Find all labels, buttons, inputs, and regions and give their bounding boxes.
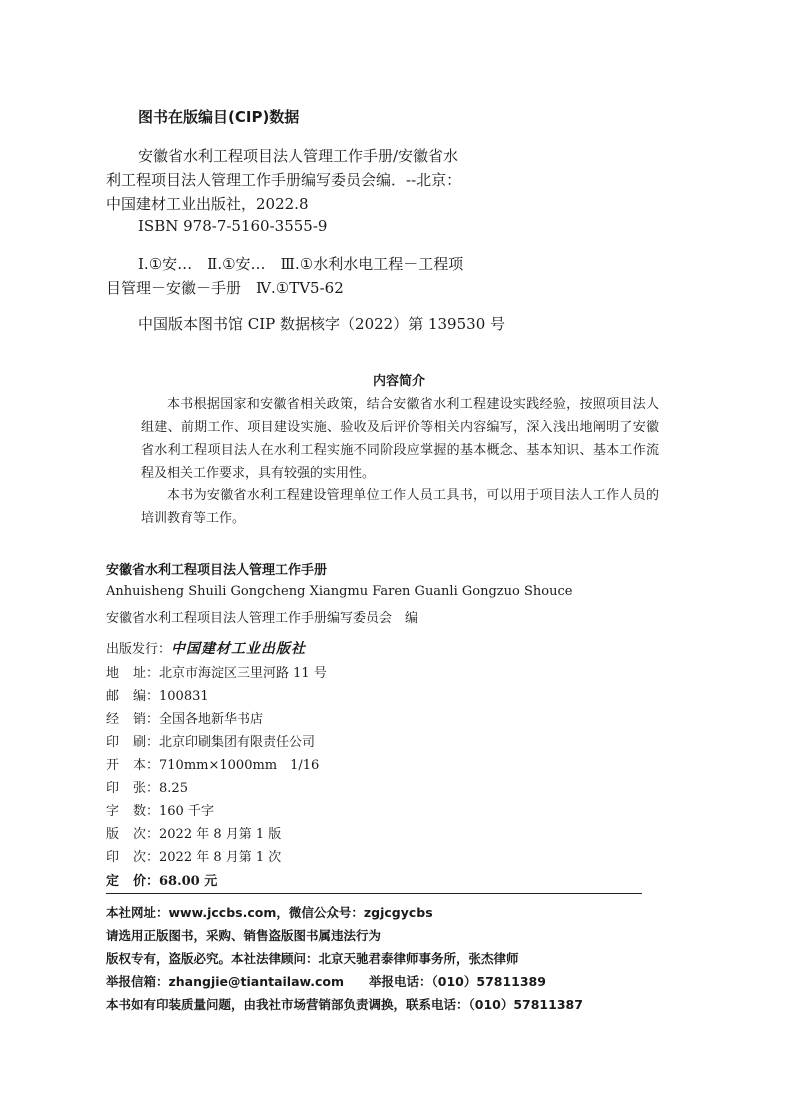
pub-separator: ：	[146, 804, 160, 819]
pub-row-printer	[106, 731, 315, 750]
pub-separator: ：	[146, 735, 160, 750]
footer-copyright: 版权专有，盗版必究。本社法律顾问：北京天驰君泰律师事务所，张杰律师	[106, 951, 519, 966]
cip-line: 利工程项目法人管理工作手册编写委员会编．--北京：	[106, 171, 462, 189]
summary-paragraph: 本书为安徽省水利工程建设管理单位工作人员工具书，可以用于项目法人工作人员的培训教育等工作。	[141, 488, 659, 526]
pub-label: 定价	[106, 874, 146, 889]
pub-row-address	[106, 662, 327, 681]
pub-label: 邮编	[106, 689, 146, 704]
pub-value: 北京印刷集团有限责任公司	[159, 735, 316, 750]
cip-record-number: 中国版本图书馆 CIP 数据核字（2022）第 139530 号	[138, 315, 506, 333]
pub-separator: ：	[146, 781, 160, 796]
cip-isbn: ISBN 978-7-5160-3555-9	[138, 217, 328, 235]
divider	[106, 893, 642, 894]
pub-separator: ：	[146, 827, 160, 842]
pub-separator: ：	[146, 850, 160, 865]
cip-classification: 目管理－安徽－手册 Ⅳ.①TV5-62	[106, 279, 344, 297]
pub-row-word-count	[106, 800, 214, 819]
pub-label: 印张	[106, 781, 146, 796]
pub-separator: ：	[146, 758, 160, 773]
pub-value: 北京市海淀区三里河路 11 号	[159, 666, 327, 681]
publisher-row	[106, 638, 306, 658]
footer-website: 本社网址：www.jccbs.com，微信公众号：zgjcgycbs	[106, 905, 433, 920]
pub-label: 开本	[106, 758, 146, 773]
book-editor: 安徽省水利工程项目法人管理工作手册编写委员会 编	[106, 611, 419, 626]
pub-separator: ：	[146, 689, 160, 704]
cip-classification: Ⅰ.①安… Ⅱ.①安… Ⅲ.①水利水电工程－工程项	[138, 255, 464, 273]
pub-separator: ：	[146, 712, 160, 727]
summary-title: 内容简介	[373, 374, 426, 389]
pub-label: 经销	[106, 712, 146, 727]
book-title: 安徽省水利工程项目法人管理工作手册	[106, 563, 328, 578]
pub-label: 地址	[106, 666, 146, 681]
publisher-logo: 中国建材工业出版社	[171, 641, 307, 657]
pub-separator: ：	[146, 666, 160, 681]
price-value: 68.00 元	[159, 874, 218, 889]
pub-separator: ：	[146, 874, 160, 889]
cip-line: 安徽省水利工程项目法人管理工作手册/安徽省水	[138, 147, 459, 165]
pub-value: 8.25	[159, 781, 188, 796]
pub-label: 字数	[106, 804, 146, 819]
cip-heading: 图书在版编目(CIP)数据	[138, 108, 300, 126]
pub-row-sheets	[106, 777, 188, 796]
book-pinyin-title: Anhuisheng Shuili Gongcheng Xiangmu Faren Guanli Gongzuo Shouce	[106, 584, 573, 599]
pub-label: 印次	[106, 850, 146, 865]
cip-line: 中国建材工业出版社，2022.8	[106, 195, 309, 213]
pub-row-edition	[106, 823, 281, 842]
pub-value: 710mm×1000mm 1/16	[159, 758, 320, 773]
pub-row-postcode	[106, 685, 209, 704]
footer-piracy-notice: 请选用正版图书，采购、销售盗版图书属违法行为	[106, 928, 382, 943]
pub-row-distributor	[106, 708, 263, 727]
pub-value: 100831	[159, 689, 209, 704]
pub-row-format	[106, 754, 319, 773]
pub-label: 印刷	[106, 735, 146, 750]
pub-value: 2022 年 8 月第 1 次	[159, 850, 282, 865]
footer-report-contact: 举报信箱：zhangjie@tiantailaw.com 举报电话：（010）57811389	[106, 974, 546, 989]
pub-label: 版次	[106, 827, 146, 842]
pub-value: 160 千字	[159, 804, 214, 819]
pub-value: 全国各地新华书店	[159, 712, 264, 727]
summary-paragraph: 本书根据国家和安徽省相关政策，结合安徽省水利工程建设实践经验，按照项目法人组建、前期工作、项目建设实施、验收及后评价等相关内容编写，深入浅出地阐明了安徽省水利工程项目法人在水利工程实施不同阶段应掌握的基本概念、基本知识、基本工作流程及相关工作要求，具有较强的实用性。	[141, 397, 659, 481]
publisher-label: 出版发行：	[106, 642, 172, 657]
pub-row-price	[106, 870, 217, 889]
pub-row-impression	[106, 846, 281, 865]
footer-quality-contact: 本书如有印装质量问题，由我社市场营销部负责调换，联系电话：（010）57811387	[106, 997, 583, 1012]
pub-value: 2022 年 8 月第 1 版	[159, 827, 282, 842]
